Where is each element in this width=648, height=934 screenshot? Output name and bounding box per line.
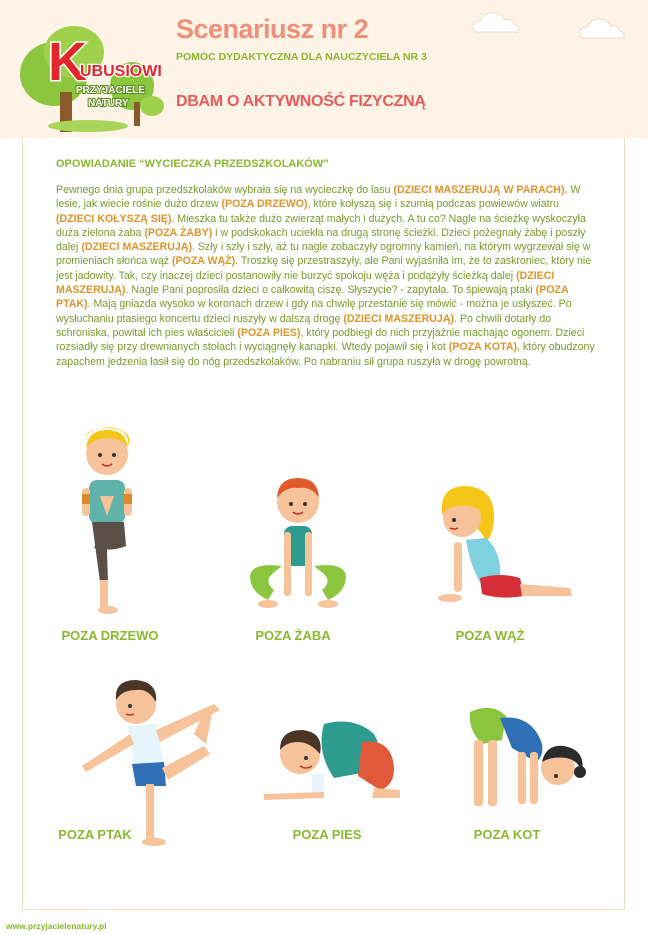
story-segment: . Nagle Pani poprosiła dzieci o całkowitą ciszę. Słyszycie? - zapytała. To śpiewają ptaki xyxy=(125,284,536,297)
svg-text:PRZYJACIELE: PRZYJACIELE xyxy=(76,85,145,96)
story-segment: . Szły i szły i szły, aż tu nagle zobaczyły ogromny kamień, na którym wygrzewał się w promieniach słońca wąż xyxy=(56,241,591,268)
story-segment: W lesie, jak wiecie rośnie dużo drzew xyxy=(56,184,581,211)
pose-label-pies: POZA PIES xyxy=(292,827,362,842)
story-cue: (DZIECI MASZERUJĄ) xyxy=(81,241,192,254)
story-cue: (POZA DRZEWO) xyxy=(221,198,308,211)
pose-label-zaba: POZA ŻABA xyxy=(255,628,331,643)
svg-text:K: K xyxy=(48,32,87,92)
story-segment: Pewnego dnia grupa przedszkolaków wybrała się na wycieczkę do lasu xyxy=(56,184,394,196)
story-segment: . Troszkę się przestraszyły, ale Pani wyjaśniła im, że to zaskroniec, który nie jest jadowity. Tak, czy inaczej dzieci postanowiły nie burzyć spokoju węża i podążyły ścieżką dalej xyxy=(56,255,592,282)
pose-label-waz: POZA WĄŻ xyxy=(455,628,525,643)
story-segment: . Mieszka tu także dużo zwierząt małych i dużych. A tu co? Nagle na ścieżkę wyskoczyła duża zielona żaba xyxy=(56,212,586,239)
story-segment: , który obudzony zapachem jedzenia łasił się do nóg przedszkolaków. Po nabraniu sił grupa ruszyła w drogę powrotną. xyxy=(56,341,595,368)
cloud-icon xyxy=(578,14,626,42)
story-cue: (DZIECI MASZERUJĄ) xyxy=(56,269,555,297)
story-cue: (POZA ŻABY) xyxy=(144,226,213,239)
story-cue: (DZIECI MASZERUJĄ W PARACH). xyxy=(393,184,568,196)
story-segment: . Mają gniazda wysoko w koronach drzew i gdy na chwilę przestanie się mówić - można je usłyszeć. Po wysłuchaniu ptasiego koncertu dzieci ruszyły w dalszą drogę xyxy=(56,298,572,325)
pose-label-ptak: POZA PTAK xyxy=(58,827,132,842)
story-text xyxy=(56,183,596,369)
cat-pose-figure xyxy=(462,700,590,812)
story-title: OPOWIADANIE “WYCIECZKA PRZEDSZKOLAKÓW” xyxy=(56,158,329,170)
snake-pose-figure xyxy=(420,482,582,608)
kubusiowi-logo xyxy=(14,14,170,138)
tree-pose-figure xyxy=(72,424,142,616)
frog-pose-figure xyxy=(246,474,350,614)
dog-pose-figure xyxy=(262,712,402,808)
story-segment: , które kołyszą się i szumią podczas powiewów wiatru xyxy=(307,198,559,211)
story-cue: (POZA PIES) xyxy=(237,326,301,339)
svg-text:UBUSIOWI: UBUSIOWI xyxy=(80,63,162,80)
svg-text:NATURY: NATURY xyxy=(88,98,129,109)
cloud-icon xyxy=(470,8,522,36)
page-subtitle: POMOC DYDAKTYCZNA DLA NAUCZYCIELA NR 3 xyxy=(176,51,427,63)
theme-heading: DBAM O AKTYWNOŚĆ FIZYCZNĄ xyxy=(176,93,426,110)
page-title: Scenariusz nr 2 xyxy=(176,14,369,44)
bird-pose-figure xyxy=(74,674,234,850)
pose-label-kot: POZA KOT xyxy=(473,827,541,842)
footer-url[interactable]: www.przyjacielenatury.pl xyxy=(6,921,107,931)
story-cue: (POZA KOTA) xyxy=(448,341,517,354)
story-cue: (POZA PTAK) xyxy=(56,284,569,311)
story-segment: . Po chwili dotarły do schroniska, powitał ich pies właścicieli xyxy=(56,312,552,339)
story-cue: (DZIECI KOŁYSZĄ SIĘ) xyxy=(56,212,172,225)
story-cue: (POZA WĄŻ) xyxy=(172,255,236,268)
story-cue: (DZIECI MASZERUJĄ) xyxy=(343,312,455,325)
story-segment: , który podbiegł do nich przyjaźnie machając ogonem. Dzieci rozsiadły się przy drewnianych stołach i wyciągnęły kanapki. Wtedy pojawił się i kot xyxy=(56,326,585,354)
pose-label-drzewo: POZA DRZEWO xyxy=(61,628,159,643)
story-segment: i w podskokach uciekła na drugą stronę ścieżki. Dzieci pożegnały żabę i poszły dalej xyxy=(56,226,586,254)
